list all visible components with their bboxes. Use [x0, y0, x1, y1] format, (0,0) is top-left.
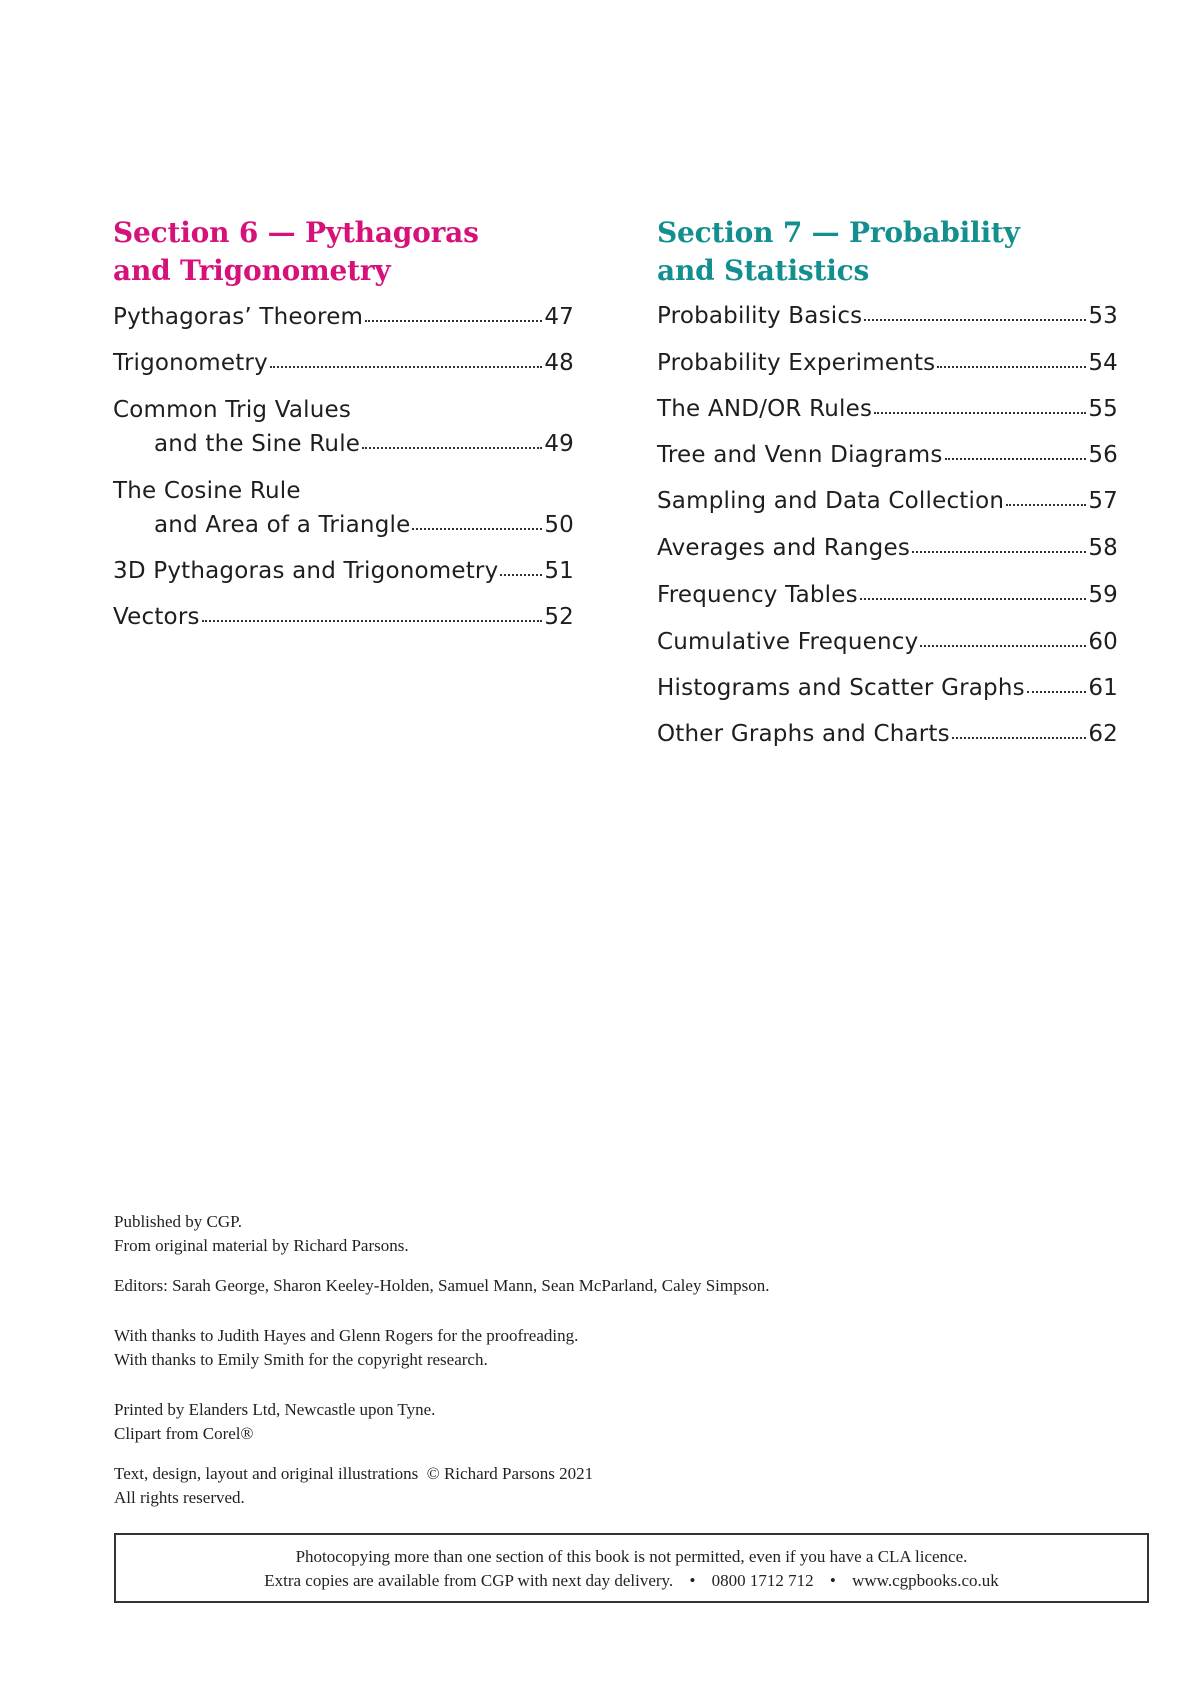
toc-page-number: 50 — [544, 512, 574, 538]
toc-entry-label: Pythagoras’ Theorem — [113, 304, 364, 330]
leader-dots — [945, 456, 1087, 460]
section-7-title-line-1: Section 7 — Probability — [657, 216, 1020, 249]
toc-entry-averages-ranges[interactable] — [657, 534, 1118, 568]
toc-entry-first-line — [113, 477, 574, 511]
toc-entry-trigonometry[interactable] — [113, 349, 574, 383]
section-6-title-line-2: and Trigonometry — [113, 254, 391, 287]
photocopy-notice-box — [114, 1533, 1149, 1603]
toc-page-number: 51 — [544, 558, 574, 584]
leader-dots — [362, 445, 542, 449]
toc-page-number: 59 — [1088, 582, 1118, 608]
toc-page-number: 54 — [1088, 350, 1118, 376]
toc-entry-label: 3D Pythagoras and Trigonometry — [113, 558, 499, 584]
thanks-copyright: With thanks to Emily Smith for the copyright research. — [114, 1350, 488, 1369]
toc-entry-label: Probability Experiments — [657, 350, 936, 376]
toc-entry-cumulative-frequency[interactable] — [657, 628, 1118, 662]
toc-entry-probability-basics[interactable] — [657, 302, 1118, 336]
toc-entry-first-line — [113, 396, 574, 430]
toc-entry-histograms-scatter[interactable] — [657, 674, 1118, 708]
section-6-title — [113, 214, 583, 290]
toc-entry-label: The Cosine Rule — [113, 478, 301, 504]
printed-by: Printed by Elanders Ltd, Newcastle upon Tyne. — [114, 1400, 436, 1419]
toc-entry-label: Sampling and Data Collection — [657, 488, 1005, 514]
toc-entry-common-trig-values[interactable] — [113, 396, 574, 464]
leader-dots — [1006, 502, 1086, 506]
copyright-notice: Text, design, layout and original illustrations © Richard Parsons 2021 — [114, 1464, 594, 1483]
leader-dots — [270, 364, 542, 368]
extra-copies-text: Extra copies are available from CGP with next day delivery. — [264, 1571, 674, 1590]
leader-dots — [864, 317, 1086, 321]
leader-dots — [937, 364, 1086, 368]
toc-entry-label: The AND/OR Rules — [657, 396, 873, 422]
toc-page-number: 58 — [1088, 535, 1118, 561]
toc-page-number: 48 — [544, 350, 574, 376]
bullet-separator-icon: • — [689, 1571, 696, 1590]
leader-dots — [874, 410, 1086, 414]
leader-dots — [1027, 689, 1087, 693]
toc-entry-label: Histograms and Scatter Graphs — [657, 675, 1025, 701]
bullet-separator-icon: • — [829, 1571, 836, 1590]
photocopy-notice-line-1: Photocopying more than one section of this book is not permitted, even if you have a CLA licence. — [295, 1547, 968, 1566]
toc-entry-label: Trigonometry — [113, 350, 268, 376]
toc-entry-label-continued: and the Sine Rule — [154, 431, 361, 457]
toc-entry-3d-pythagoras[interactable] — [113, 557, 574, 591]
phone-number: 0800 1712 712 — [711, 1571, 814, 1590]
toc-entry-pythagoras-theorem[interactable] — [113, 303, 574, 337]
leader-dots — [920, 643, 1086, 647]
clipart-credit: Clipart from Corel® — [114, 1424, 254, 1443]
toc-page-number: 62 — [1088, 721, 1118, 747]
leader-dots — [952, 735, 1086, 739]
toc-entry-cosine-rule[interactable] — [113, 477, 574, 545]
toc-entry-frequency-tables[interactable] — [657, 581, 1118, 615]
rights-reserved: All rights reserved. — [114, 1488, 245, 1507]
toc-entry-vectors[interactable] — [113, 603, 574, 637]
toc-entry-label: Frequency Tables — [657, 582, 858, 608]
toc-entry-label: Averages and Ranges — [657, 535, 911, 561]
toc-page-number: 61 — [1088, 675, 1118, 701]
toc-entry-label: Common Trig Values — [113, 397, 352, 423]
leader-dots — [860, 596, 1087, 600]
toc-entry-sampling-data-collection[interactable] — [657, 487, 1118, 521]
toc-entry-probability-experiments[interactable] — [657, 349, 1118, 383]
section-7-title-line-2: and Statistics — [657, 254, 870, 287]
leader-dots — [912, 549, 1086, 553]
toc-entry-tree-venn-diagrams[interactable] — [657, 441, 1118, 475]
toc-entry-label: Cumulative Frequency — [657, 629, 919, 655]
toc-page-number: 47 — [544, 304, 574, 330]
thanks-proofreading: With thanks to Judith Hayes and Glenn Rogers for the proofreading. — [114, 1326, 579, 1345]
toc-entry-label: Vectors — [113, 604, 200, 630]
section-6-title-line-1: Section 6 — Pythagoras — [113, 216, 479, 249]
published-by: Published by CGP. — [114, 1212, 242, 1231]
section-7-title — [657, 214, 1127, 290]
toc-page-number: 49 — [544, 431, 574, 457]
toc-page-number: 60 — [1088, 629, 1118, 655]
photocopy-notice-line-2 — [116, 1569, 1147, 1593]
leader-dots — [365, 318, 542, 322]
website-link[interactable]: www.cgpbooks.co.uk — [852, 1571, 999, 1590]
original-material: From original material by Richard Parsons. — [114, 1236, 409, 1255]
leader-dots — [412, 526, 542, 530]
publication-credits — [114, 1210, 1014, 1510]
toc-page-number: 55 — [1088, 396, 1118, 422]
leader-dots — [500, 572, 542, 576]
toc-page-number: 57 — [1088, 488, 1118, 514]
toc-entry-label: Probability Basics — [657, 303, 863, 329]
toc-entry-other-graphs-charts[interactable] — [657, 720, 1118, 754]
toc-page-number: 53 — [1088, 303, 1118, 329]
toc-entry-label: Other Graphs and Charts — [657, 721, 950, 747]
toc-page-number: 56 — [1088, 442, 1118, 468]
toc-entry-label-continued: and Area of a Triangle — [154, 512, 411, 538]
toc-page-number: 52 — [544, 604, 574, 630]
leader-dots — [202, 618, 543, 622]
toc-entry-and-or-rules[interactable] — [657, 395, 1118, 429]
editors: Editors: Sarah George, Sharon Keeley-Holden, Samuel Mann, Sean McParland, Caley Simpson. — [114, 1276, 770, 1295]
toc-entry-label: Tree and Venn Diagrams — [657, 442, 943, 468]
